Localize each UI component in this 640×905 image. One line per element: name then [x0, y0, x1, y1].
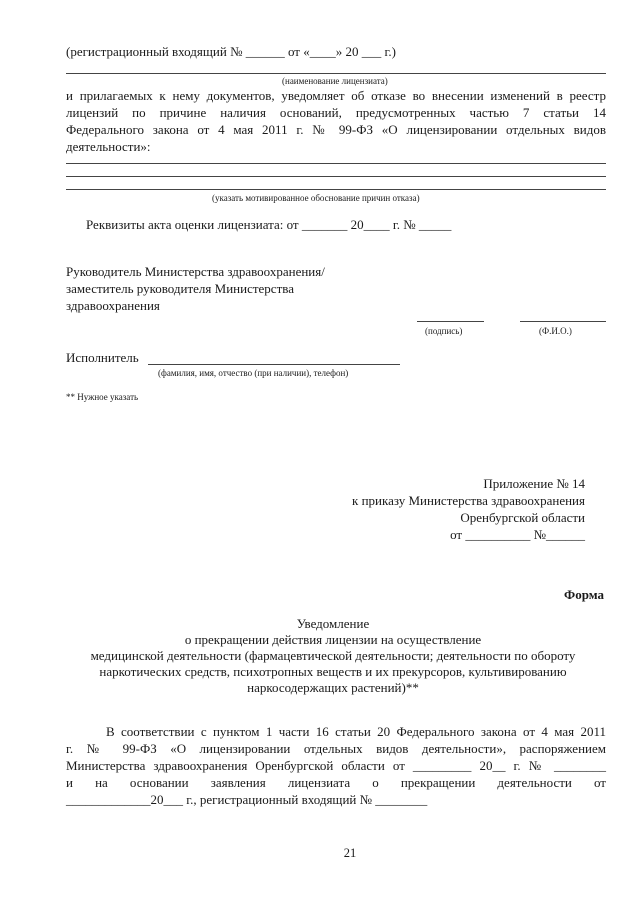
- reason-line-2: [66, 176, 606, 177]
- body-line-5: _____________20___ г., регистрационный входящий № ________: [66, 792, 428, 807]
- notice-line-4: наркосодержащих растений)**: [247, 680, 419, 695]
- head-title-line-3: здравоохранения: [66, 298, 160, 313]
- act-requisites-line: Реквизиты акта оценки лицензиата: от _______ 20____ г. № _____: [86, 217, 452, 232]
- licensee-name-caption: (наименование лицензиата): [282, 76, 388, 86]
- reason-line-3: [66, 189, 606, 190]
- body-line-3: Министерства здравоохранения Оренбургской области от _________ 20__ г. № ________: [66, 758, 606, 773]
- head-title-line-2: заместитель руководителя Министерства: [66, 281, 294, 296]
- executor-line: [148, 364, 400, 365]
- appendix-line-3: Оренбургской области: [460, 510, 585, 525]
- appendix-line-2: к приказу Министерства здравоохранения: [352, 493, 585, 508]
- notice-line-2: медицинской деятельности (фармацевтической деятельности; деятельности по обороту: [90, 648, 576, 663]
- executor-label: Исполнитель: [66, 350, 139, 365]
- head-title-line-1: Руководитель Министерства здравоохранения/: [66, 264, 325, 279]
- paragraph-line-1: и прилагаемых к нему документов, уведомляет об отказе во внесении изменений в реестр: [66, 88, 606, 103]
- notice-line-1: о прекращении действия лицензии на осуществление: [184, 632, 482, 647]
- licensee-name-line: [66, 73, 606, 74]
- body-line-1: В соответствии с пунктом 1 части 16 статьи 20 Федерального закона от 4 мая 2011: [106, 724, 606, 739]
- body-line-2: г. № 99-ФЗ «О лицензировании отдельных видов деятельности», распоряжением: [66, 741, 606, 756]
- notice-title: Уведомление: [296, 616, 370, 631]
- executor-caption: (фамилия, имя, отчество (при наличии), телефон): [158, 368, 349, 378]
- page-number: 21: [343, 846, 357, 860]
- notice-line-3: наркотических средств, психотропных веществ и их прекурсоров, культивированию: [99, 664, 567, 679]
- form-label: Форма: [564, 587, 604, 602]
- fio-line: [520, 321, 606, 322]
- signature-line: [417, 321, 484, 322]
- registration-line: (регистрационный входящий № ______ от «____» 20 ___ г.): [66, 44, 396, 59]
- paragraph-line-3: Федерального закона от 4 мая 2011 г. № 99-ФЗ «О лицензировании отдельных видов: [66, 122, 606, 137]
- reason-caption: (указать мотивированное обоснование причин отказа): [212, 193, 420, 203]
- paragraph-line-2: лицензий по причине наличия оснований, предусмотренных частью 7 статьи 14: [66, 105, 606, 120]
- paragraph-line-4: деятельности»:: [66, 139, 151, 154]
- signature-caption: (подпись): [425, 326, 463, 336]
- fio-caption: (Ф.И.О.): [539, 326, 572, 336]
- appendix-line-1: Приложение № 14: [483, 476, 585, 491]
- reason-line-1: [66, 163, 606, 164]
- footnote: ** Нужное указать: [66, 392, 139, 402]
- body-line-4: и на основании заявления лицензиата о прекращении деятельности от: [66, 775, 606, 790]
- appendix-line-4: от __________ №______: [450, 527, 585, 542]
